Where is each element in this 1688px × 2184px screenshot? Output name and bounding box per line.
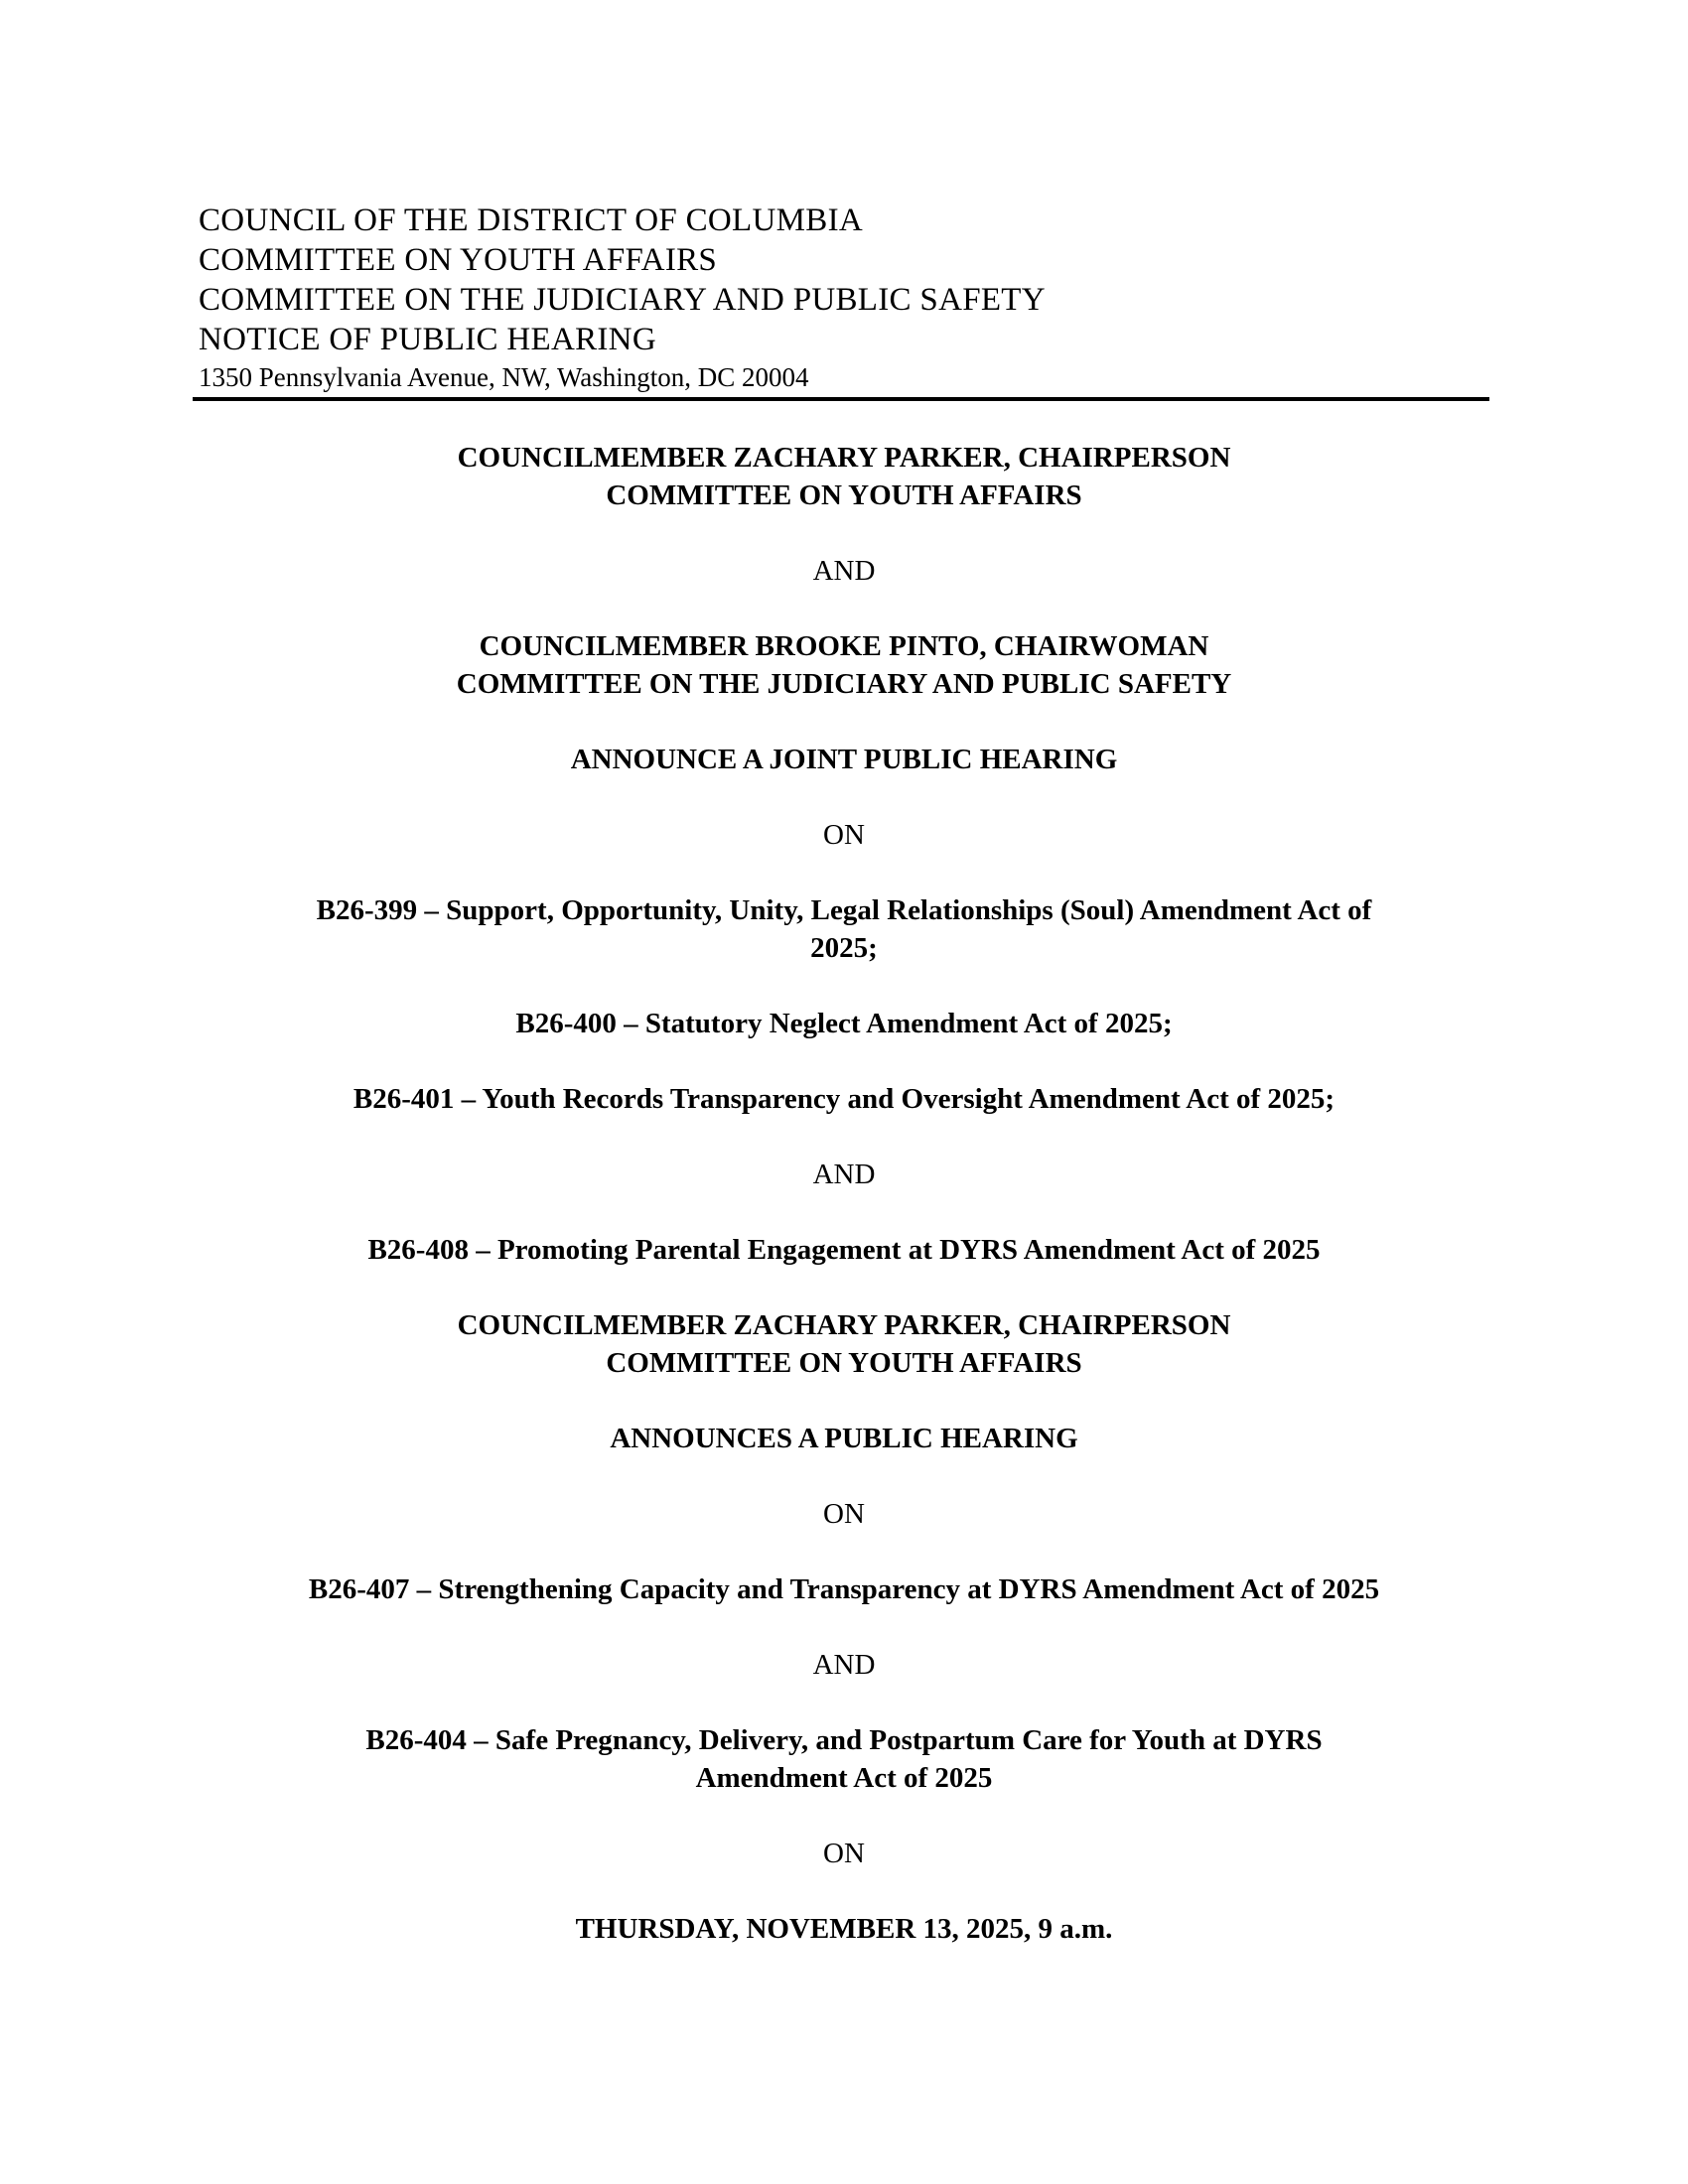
chair-pinto-committee: COMMITTEE ON THE JUDICIARY AND PUBLIC SAFETY — [456, 668, 1232, 700]
chair-parker-committee: COMMITTEE ON YOUTH AFFAIRS — [606, 1347, 1082, 1379]
header-committee-judiciary: COMMITTEE ON THE JUDICIARY AND PUBLIC SAFETY — [199, 282, 1046, 318]
chair-pinto-name: COUNCILMEMBER BROOKE PINTO, CHAIRWOMAN — [479, 630, 1209, 662]
bill-b26-399 — [199, 891, 1489, 967]
bill-b26-401: B26-401 – Youth Records Transparency and Oversight Amendment Act of 2025; — [352, 1083, 1336, 1115]
connector-on: ON — [823, 1498, 865, 1530]
header-council: COUNCIL OF THE DISTRICT OF COLUMBIA — [199, 203, 864, 238]
bill-b26-399-line2: 2025; — [810, 932, 878, 964]
connector-and: AND — [812, 1159, 876, 1190]
bill-b26-404-line1: B26-404 – Safe Pregnancy, Delivery, and Postpartum Care for Youth at DYRS — [365, 1724, 1323, 1756]
chair-parker-name: COUNCILMEMBER ZACHARY PARKER, CHAIRPERSON — [457, 442, 1231, 474]
chair-parker-committee: COMMITTEE ON YOUTH AFFAIRS — [606, 479, 1082, 511]
announce-joint-hearing: ANNOUNCE A JOINT PUBLIC HEARING — [570, 744, 1118, 775]
chair-parker-name: COUNCILMEMBER ZACHARY PARKER, CHAIRPERSON — [457, 1309, 1231, 1341]
header-divider — [193, 397, 1489, 401]
connector-and: AND — [812, 555, 876, 587]
bill-b26-404 — [199, 1721, 1489, 1797]
chair-pinto-block — [199, 627, 1489, 703]
connector-on: ON — [823, 819, 865, 851]
connector-on: ON — [823, 1838, 865, 1869]
connector-and: AND — [812, 1649, 876, 1681]
letterhead — [199, 201, 1489, 394]
bill-b26-404-line2: Amendment Act of 2025 — [695, 1762, 993, 1794]
hearing-date: THURSDAY, NOVEMBER 13, 2025, 9 a.m. — [575, 1913, 1113, 1945]
chair-parker-block — [199, 439, 1489, 514]
bill-b26-399-line1: B26-399 – Support, Opportunity, Unity, Legal Relationships (Soul) Amendment Act of — [316, 894, 1372, 926]
header-address: 1350 Pennsylvania Avenue, NW, Washington, DC 20004 — [199, 362, 809, 392]
bill-b26-400: B26-400 – Statutory Neglect Amendment Act of 2025; — [515, 1008, 1173, 1039]
bill-b26-408: B26-408 – Promoting Parental Engagement at DYRS Amendment Act of 2025 — [367, 1234, 1321, 1266]
bill-b26-407: B26-407 – Strengthening Capacity and Transparency at DYRS Amendment Act of 2025 — [308, 1573, 1380, 1605]
notice-body — [199, 439, 1489, 1985]
header-notice: NOTICE OF PUBLIC HEARING — [199, 322, 656, 357]
announce-public-hearing: ANNOUNCES A PUBLIC HEARING — [610, 1423, 1078, 1454]
header-committee-youth: COMMITTEE ON YOUTH AFFAIRS — [199, 242, 718, 278]
chair-parker-block-2 — [199, 1306, 1489, 1382]
